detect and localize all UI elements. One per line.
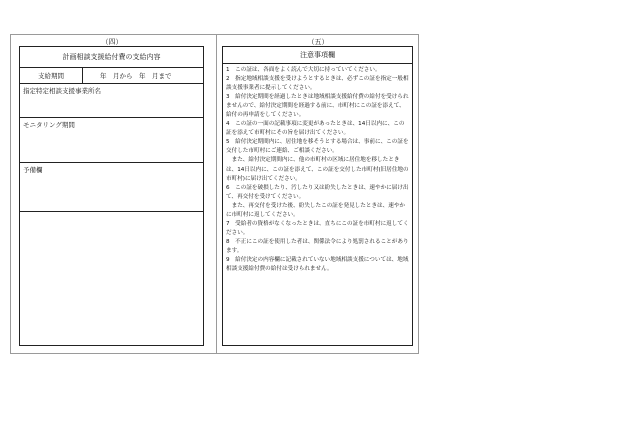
period-row: [20, 68, 203, 84]
note-item: また、再交付を受けた後、紛失したこの証を発見したときは、速やかに市町村に返してください。: [226, 202, 406, 218]
note-item: 8 不正にこの証を使用した者は、関係法令により処罰されることがあります。: [226, 238, 409, 254]
note-item: また、給付決定期間内に、他の市町村の区域に居住地を移したときは、14日以内に、この証を添えて、この証を交付した市町村(旧居住地の市町村)に届け出てください。: [226, 157, 409, 182]
right-page-number: （五）: [307, 38, 329, 46]
period-value: 年 月から 年 月まで: [100, 72, 172, 80]
note-item: 5 給付決定期間内に、居住地を移そうとする場合は、事前に、この証を交付した市町村にご連絡、ご相談ください。: [226, 139, 409, 155]
page-divider: [216, 35, 217, 353]
note-item: 1 この証は、各面をよく読んで大切に持っていてください。: [226, 67, 381, 73]
notes-title: 注意事項欄: [223, 47, 412, 64]
note-item: 4 この証の一面の記載事項に変更があったときは、14日以内に、この証を添えて市町村にその旨を届け出てください。: [226, 121, 405, 137]
monitoring-period-field: モニタリング期間: [20, 118, 203, 163]
provider-name-field: 指定特定相談支援事業所名: [20, 84, 203, 118]
note-item: 9 給付決定の内容欄に記載されていない地域相談支援については、地域相談支援給付費の給付は受けられません。: [226, 256, 409, 273]
payment-details-box: [19, 46, 204, 346]
note-item: 2 指定地域相談支援を受けようとするときは、必ずこの証を指定一般相談支援事業者に提示してください。: [226, 76, 409, 92]
note-item: 6 この証を破損したり、汚したり又は紛失したときは、速やかに届け出て、再交付を受けてください。: [226, 184, 409, 200]
payment-details-title: 計画相談支援給付費の支給内容: [20, 47, 203, 68]
notes-list: [226, 66, 410, 274]
notes-box: [222, 46, 413, 346]
period-label: 支給期間: [20, 68, 83, 84]
note-item: 7 受給者の資格がなくなったときは、直ちにこの証を市町村に返してください。: [226, 220, 409, 236]
reserve-field: 予備欄: [20, 163, 203, 212]
note-item: 3 給付決定期間を経過したときは地域相談支援給付費の給付を受けられませんので、給付決定期間を経過する前に、市町村にこの証を添えて、給付の再申請をしてください。: [226, 94, 409, 119]
left-page-number: （四）: [101, 38, 123, 46]
